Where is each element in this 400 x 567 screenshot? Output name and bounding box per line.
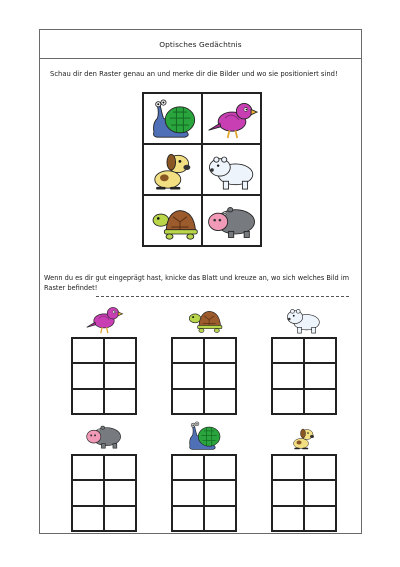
answer-cell[interactable] (172, 338, 204, 363)
instruction-memorize: Schau dir den Raster genau an und merke dir die Bilder und wo sie positioniert sind! (50, 70, 338, 78)
answer-grid (71, 337, 137, 415)
bird-icon (81, 303, 127, 335)
answer-grid (71, 454, 137, 532)
answer-cell[interactable] (204, 363, 236, 388)
memory-cell (143, 93, 202, 144)
answer-cell[interactable] (172, 506, 204, 531)
hippo-icon (81, 420, 127, 452)
answer-block-bird (71, 301, 137, 415)
answer-cell[interactable] (72, 506, 104, 531)
answer-cell[interactable] (72, 338, 104, 363)
dog-icon (147, 148, 199, 192)
memory-cell (143, 195, 202, 246)
answer-cell[interactable] (104, 506, 136, 531)
answer-cell[interactable] (272, 480, 304, 505)
answer-grid (171, 454, 237, 532)
memory-cell (202, 195, 261, 246)
memory-grid (142, 92, 262, 247)
memory-cell (202, 93, 261, 144)
answer-cell[interactable] (72, 389, 104, 414)
polar-bear-icon (206, 148, 258, 192)
answer-cell[interactable] (204, 338, 236, 363)
answer-cell[interactable] (104, 480, 136, 505)
hippo-icon (206, 199, 258, 243)
memory-cell (202, 144, 261, 195)
answer-cell[interactable] (172, 389, 204, 414)
answer-cell[interactable] (204, 506, 236, 531)
answer-cell[interactable] (72, 480, 104, 505)
answer-block-polar-bear (271, 301, 337, 415)
page-title: Optisches Gedächtnis (159, 39, 242, 49)
memory-cell (143, 144, 202, 195)
turtle-icon (181, 303, 227, 335)
answer-cell[interactable] (204, 455, 236, 480)
bird-icon (206, 97, 258, 141)
answer-cell[interactable] (104, 389, 136, 414)
answer-cell[interactable] (304, 506, 336, 531)
answer-cell[interactable] (304, 389, 336, 414)
answer-grid (271, 454, 337, 532)
answer-cell[interactable] (272, 506, 304, 531)
instruction-answer: Wenn du es dir gut eingeprägt hast, knicke das Blatt und kreuze an, wo sich welches Bild im Raster befindet! (44, 274, 350, 292)
answer-cell[interactable] (104, 455, 136, 480)
answer-cell[interactable] (304, 363, 336, 388)
answer-cell[interactable] (304, 455, 336, 480)
answer-cell[interactable] (172, 480, 204, 505)
answer-block-dog (271, 418, 337, 532)
snail-icon (181, 420, 227, 452)
answer-cell[interactable] (272, 338, 304, 363)
answer-cell[interactable] (272, 455, 304, 480)
answer-block-hippo (71, 418, 137, 532)
answer-grid (171, 337, 237, 415)
answer-block-snail (171, 418, 237, 532)
answer-cell[interactable] (172, 363, 204, 388)
turtle-icon (147, 199, 199, 243)
answer-block-turtle (171, 301, 237, 415)
answer-cell[interactable] (104, 338, 136, 363)
answer-cell[interactable] (72, 455, 104, 480)
answer-cell[interactable] (172, 455, 204, 480)
snail-icon (147, 97, 199, 141)
answer-cell[interactable] (204, 480, 236, 505)
answer-cell[interactable] (72, 363, 104, 388)
fold-line (96, 296, 349, 297)
polar-bear-icon (281, 303, 327, 335)
answer-cell[interactable] (304, 338, 336, 363)
answer-cell[interactable] (304, 480, 336, 505)
answer-cell[interactable] (204, 389, 236, 414)
answer-grid (271, 337, 337, 415)
answer-cell[interactable] (104, 363, 136, 388)
dog-icon (289, 424, 319, 452)
answer-cell[interactable] (272, 389, 304, 414)
title-box (40, 30, 361, 59)
answer-cell[interactable] (272, 363, 304, 388)
worksheet-frame (39, 29, 362, 534)
